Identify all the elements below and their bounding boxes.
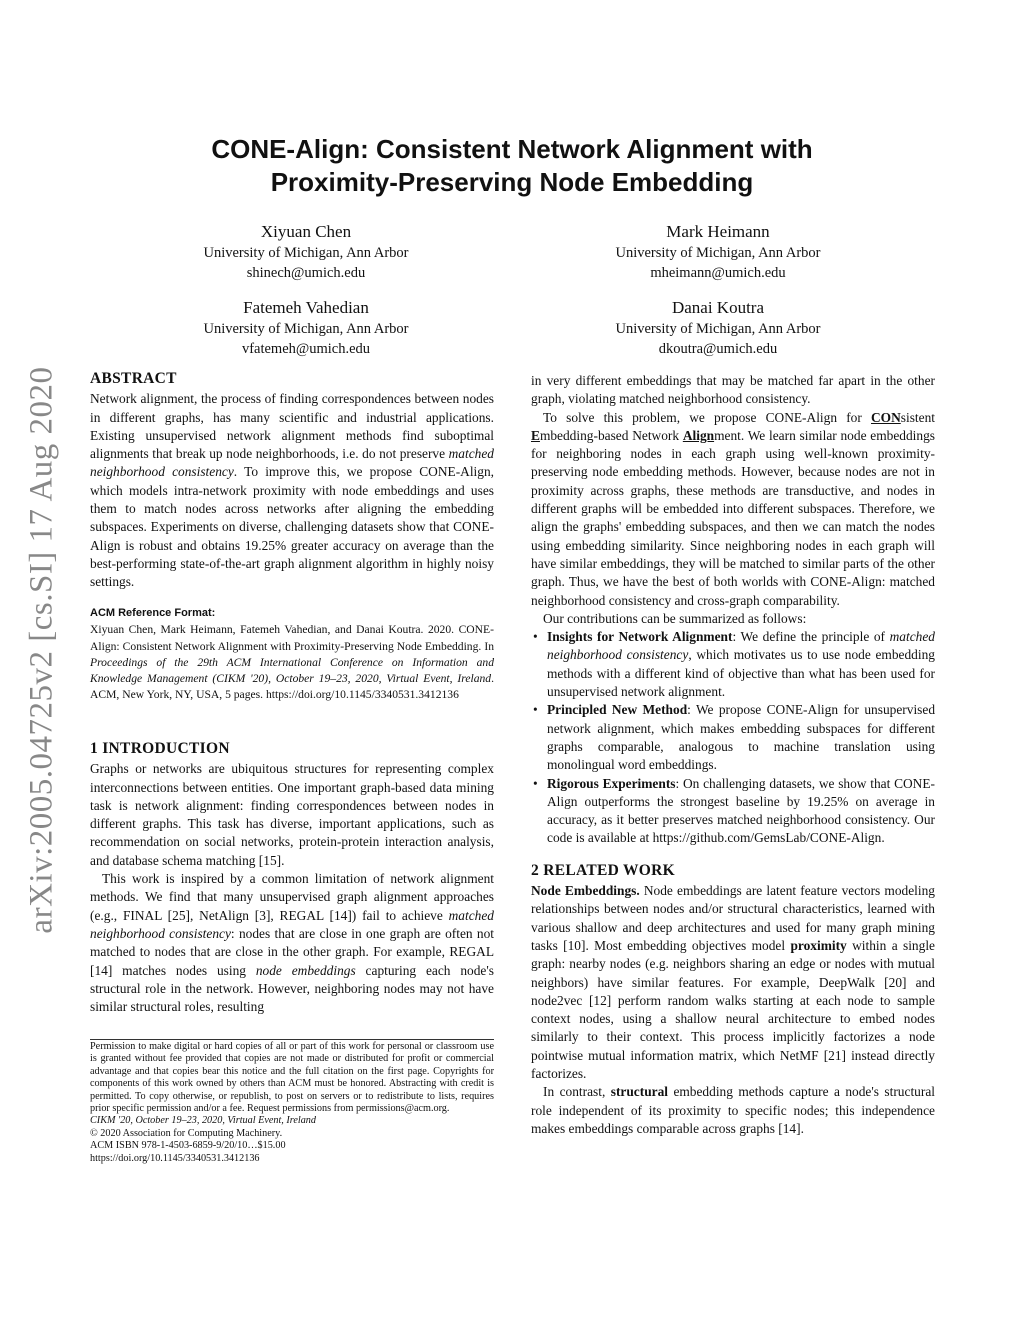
text-segment: Our contributions can be summarized as follows: — [543, 610, 807, 626]
text-segment: in very different embeddings that may be matched far apart in the other graph, violating matched neighborhood consistency. — [531, 373, 935, 407]
bold-text: E — [531, 427, 540, 443]
text-segment: : nodes that are close in one graph are often not matched to nodes that are close in the other graph. For example, REGAL [14] matches nodes using — [90, 925, 494, 978]
text-segment: : We define the principle of — [732, 629, 890, 645]
acm-reference-heading: ACM Reference Format: — [90, 607, 216, 619]
text-segment: To solve this problem, we propose CONE-Align for — [543, 409, 871, 425]
text-segment: within a single graph: nearby nodes (e.g. neighbors sharing an edge or nodes with mutual neighbors) have similar features. For example, DeepWalk [20] and node2vec [12] perform random walks starting at each node to sample context nodes, using a shallow neural architecture to embed nodes similarly to their context. This process implicitly factorizes a node pointwise mutual information matrix, which NetMF [21] instead directly factorizes. — [531, 937, 935, 1081]
emphasis-text: Proceedings of the 29th ACM International Conference on Information and Knowledge Management (CIKM '20), October 19–23, 2020, Virtual Event, Ireland — [90, 655, 494, 686]
text-segment: capturing each node's structural role in the network. However, neighboring nodes may not have similar structural roles, resulting — [90, 962, 494, 1015]
author-block — [518, 221, 918, 283]
copyright: © 2020 Association for Computing Machinery. — [90, 1127, 283, 1139]
text-segment: This work is inspired by a common limitation of network alignment methods. We find that many unsupervised graph alignment approaches (e.g., FINAL [25], NetAlign [3], REGAL [14]) fail to achieve — [90, 871, 494, 923]
acm-reference-section — [90, 604, 494, 704]
text-segment: . ACM, New York, NY, USA, 5 pages. https://doi.org/10.1145/3340531.3412136 — [90, 672, 494, 702]
bold-text: proximity — [790, 937, 847, 953]
abstract-text — [90, 390, 494, 591]
author-email: mheimann@umich.edu — [650, 265, 786, 281]
arxiv-stamp: arXiv:2005.04725v2 [cs.SI] 17 Aug 2020 — [23, 366, 60, 934]
author-name: Xiyuan Chen — [260, 222, 352, 241]
author-block — [518, 297, 918, 359]
author-affiliation: University of Michigan, Ann Arbor — [615, 245, 821, 261]
emphasis-text: matched neighborhood consistency — [90, 907, 494, 941]
footnote-divider — [90, 1039, 494, 1040]
isbn: ACM ISBN 978-1-4503-6859-9/20/10…$15.00 — [90, 1140, 286, 1152]
text-segment: . To improve this, we propose CONE-Align, which models intra-network proximity with node embeddings and uses them to match nodes across networks after aligning the embedding subspaces. Experiments on diverse, challenging datasets show that CONE-Align is robust and obtains 19.25% greater accuracy on average than the best-performing state-of-the-art graph alignment algorithm in highly noisy settings. — [90, 464, 494, 590]
author-affiliation: University of Michigan, Ann Arbor — [615, 321, 821, 337]
text-segment: mbedding-based Network — [539, 427, 683, 443]
author-affiliation: University of Michigan, Ann Arbor — [203, 321, 409, 337]
emphasis-text: matched neighborhood consistency — [547, 629, 936, 663]
author-email: vfatemeh@umich.edu — [241, 341, 371, 357]
paragraph — [531, 882, 935, 1083]
bold-text: Insights for Network Alignment — [547, 629, 733, 645]
list-item — [531, 628, 935, 701]
author-email: shinech@umich.edu — [246, 265, 366, 281]
list-item — [531, 701, 935, 774]
author-name: Danai Koutra — [671, 298, 765, 317]
paragraph — [531, 610, 935, 628]
bold-text: Principled New Method — [547, 702, 688, 718]
text-segment: sistent — [900, 409, 935, 425]
bold-text: Align — [682, 427, 715, 443]
paragraph — [90, 760, 494, 870]
author-name: Mark Heimann — [666, 222, 770, 241]
abstract-heading: ABSTRACT — [90, 370, 177, 387]
bold-text: structural — [610, 1084, 669, 1100]
author-name: Fatemeh Vahedian — [243, 298, 369, 317]
acm-reference-text — [90, 622, 494, 703]
paragraph — [90, 870, 494, 1016]
bold-text: Rigorous Experiments — [547, 775, 676, 791]
text-segment: embedding methods capture a node's structural role independent of its proximity to specific nodes; this independence makes embeddings comparable across graphs [14]. — [531, 1084, 935, 1136]
bold-text: Node Embeddings. — [531, 883, 640, 899]
introduction-heading: 1 INTRODUCTION — [90, 740, 230, 757]
doi-link[interactable]: https://doi.org/10.1145/3340531.3412136 — [90, 1152, 260, 1164]
list-item — [531, 775, 935, 848]
text-segment: Graphs or networks are ubiquitous structures for representing complex interconnections between entities. One important graph-based data mining task is network alignment: finding correspondences between nodes in different graphs. This task has diverse, important applications, such as recommendation on social networks, protein-protein interaction analysis, and database schema matching [15]. — [90, 761, 494, 868]
paper-title: CONE-Align: Consistent Network Alignment with Proximity-Preserving Node Embedding — [211, 134, 813, 197]
author-email: dkoutra@umich.edu — [658, 341, 778, 357]
paragraph — [531, 409, 935, 610]
text-segment: , which motivates us to use node embedding methods with a different kind of objective than what has been used for unsupervised network alignment. — [547, 647, 935, 700]
author-affiliation: University of Michigan, Ann Arbor — [203, 245, 409, 261]
text-segment: Xiyuan Chen, Mark Heimann, Fatemeh Vahedian, and Danai Koutra. 2020. CONE-Align: Consistent Network Alignment with Proximity-Preserving Node Embedding. In — [90, 623, 494, 653]
text-segment: Node embeddings are latent feature vectors modeling relationships between nodes and/or structural characteristics, learned with various shallow and deep architectures and used for many graph mining tasks [10]. Most embedding objectives model — [531, 883, 935, 953]
permission-notice: Permission to make digital or hard copies of all or part of this work for personal or classroom use is granted without fee provided that copies are not made or distributed for profit or commercial advantage and that copies bear this notice and the full citation on the first page. Copyrights for components of this work owned by others than ACM must be honored. Abstracting with credit is permitted. To copy otherwise, or republish, to post on servers or to redistribute to lists, requires prior specific permission and/or a fee. Request permissions from permissions@acm.org. — [90, 1041, 494, 1115]
author-block — [106, 297, 506, 359]
text-segment: : On challenging datasets, we show that CONE-Align outperforms the strongest baseline by 19.25% on average in accuracy, as it better preserves matched neighborhood consistency. Our code is available at https://github.com/GemsLab/CONE-Align. — [547, 775, 935, 846]
paragraph — [531, 1083, 935, 1138]
related-work-heading: 2 RELATED WORK — [531, 861, 676, 879]
conference-info: CIKM '20, October 19–23, 2020, Virtual Event, Ireland — [90, 1115, 316, 1127]
text-segment: In contrast, — [543, 1084, 611, 1100]
contributions-list — [531, 628, 935, 848]
introduction-section — [90, 740, 494, 1016]
text-segment: Network alignment, the process of finding correspondences between nodes in different graphs, has many scientific and industrial applications. Existing unsupervised network alignment methods find suboptimal alignments that break up node neighborhoods, i.e. do not preserve — [90, 391, 494, 462]
right-column — [531, 372, 935, 1138]
text-segment: : We propose CONE-Align for unsupervised network alignment, which makes embedding subspaces for different graphs comparable, analogous to machine translation using monolingual word embeddings. — [547, 702, 936, 773]
text-segment: ment. We learn similar node embeddings for neighboring nodes in each graph using well-known proximity-preserving node embedding methods. However, because nodes are not in proximity across graphs, these methods are transductive, and nodes in different graphs will be embedded into different subspaces. Therefore, we align the graphs' embedding subspaces, and then we can match the nodes using embedding similarity. Since neighboring nodes in each graph will have similar embeddings, they will be matched to similar parts of the other graph. Thus, we have the best of both worlds with CONE-Align: matched neighborhood consistency and cross-graph comparability. — [531, 427, 935, 608]
abstract-section — [90, 370, 494, 592]
author-block — [106, 221, 506, 283]
emphasis-text: matched neighborhood consistency — [90, 446, 494, 480]
emphasis-text: node embeddings — [255, 962, 356, 978]
permission-footnote — [90, 1041, 494, 1165]
bold-text: CON — [871, 409, 901, 425]
paragraph — [531, 372, 935, 409]
